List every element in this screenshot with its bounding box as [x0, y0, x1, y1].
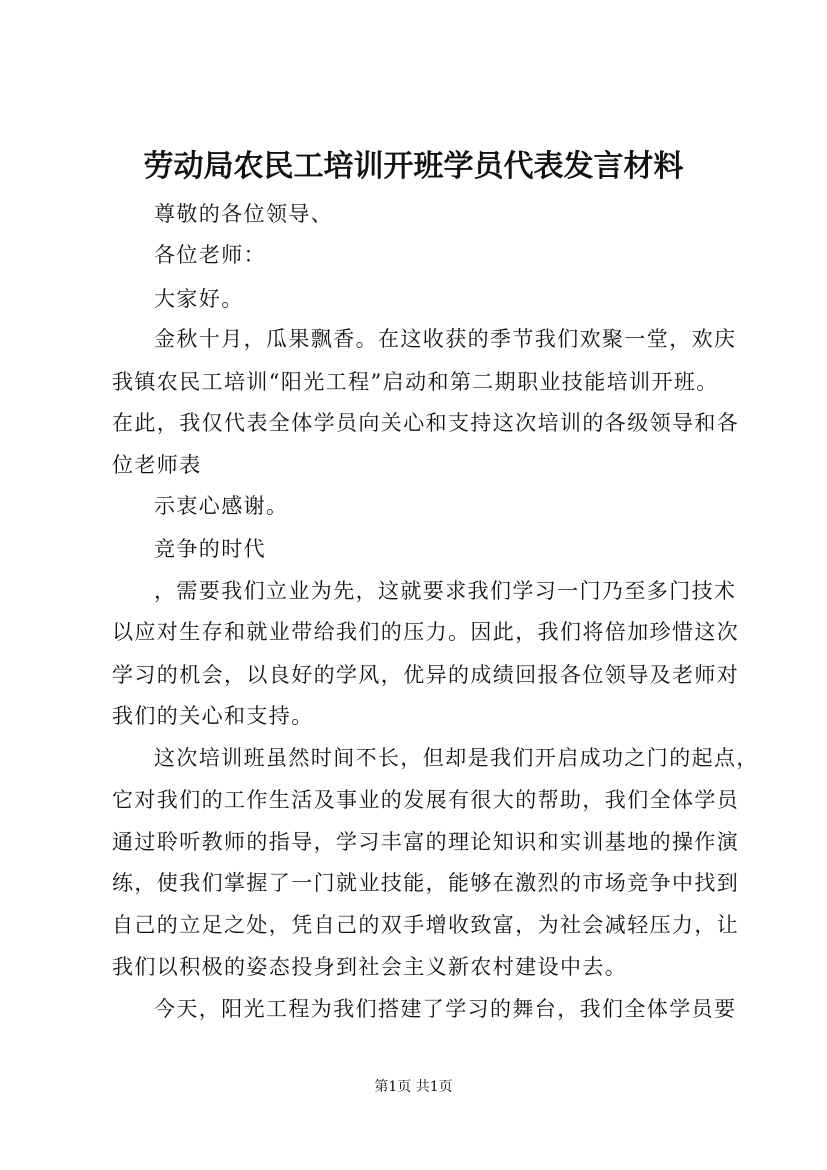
- body-line: 金秋十月，瓜果飘香。在这收获的季节我们欢聚一堂，欢庆: [154, 327, 737, 351]
- body-line: 它对我们的工作生活及事业的发展有很大的帮助，我们全体学员: [112, 788, 740, 812]
- body-line: 通过聆听教师的指导，学习丰富的理论知识和实训基地的操作演: [112, 830, 740, 854]
- body-line: 练，使我们掌握了一门就业技能，能够在激烈的市场竞争中找到: [112, 871, 740, 895]
- body-line: 我们以积极的姿态投身到社会主义新农村建设中去。: [112, 955, 628, 979]
- body-line: 在此，我仅代表全体学员向关心和支持这次培训的各级领导和各: [112, 411, 740, 435]
- body-line: 学习的机会，以良好的学风，优异的成绩回报各位领导及老师对: [112, 663, 740, 687]
- body-line: 示衷心感谢。: [154, 494, 289, 518]
- page-footer: 第1页 共1页: [374, 1079, 453, 1095]
- body-line: 今天，阳光工程为我们搭建了学习的舞台，我们全体学员要: [154, 997, 737, 1021]
- body-line: 自己的立足之处，凭自己的双手增收致富，为社会减轻压力，让: [112, 913, 740, 937]
- body-line: ，需要我们立业为先，这就要求我们学习一门乃至多门技术: [154, 579, 737, 603]
- body-line: 我镇农民工培训“阳光工程”启动和第二期职业技能培训开班。: [112, 370, 719, 394]
- body-line: 这次培训班虽然时间不长，但却是我们开启成功之门的起点，: [154, 746, 759, 770]
- salutation-line-1: 尊敬的各位领导、: [154, 202, 334, 226]
- salutation-line-2: 各位老师：: [154, 243, 266, 267]
- body-line: 我们的关心和支持。: [112, 704, 314, 728]
- body-line: 竞争的时代: [154, 537, 266, 561]
- document-title: 劳动局农民工培训开班学员代表发言材料: [143, 149, 684, 184]
- body-line: 位老师表: [112, 453, 202, 477]
- body-line: 以应对生存和就业带给我们的压力。因此，我们将倍加珍惜这次: [112, 620, 740, 644]
- greeting-line: 大家好。: [154, 287, 244, 311]
